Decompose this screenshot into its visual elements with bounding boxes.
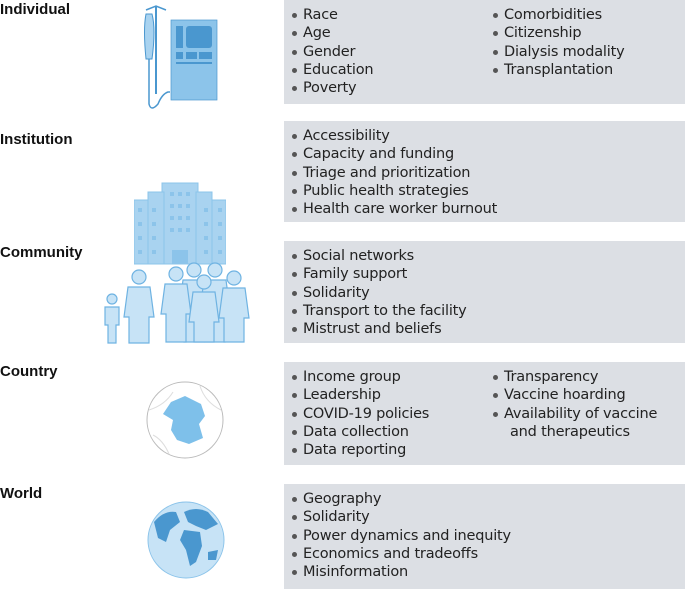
- level-label-world: World: [0, 485, 43, 502]
- factor-item: Poverty: [290, 79, 373, 97]
- level-label-country: Country: [0, 363, 58, 380]
- level-label-community: Community: [0, 244, 83, 261]
- factor-item: Family support: [290, 265, 467, 283]
- factor-item: Transplantation: [491, 61, 624, 79]
- factors-box-institution: [284, 121, 685, 222]
- factor-item: Capacity and funding: [290, 145, 497, 163]
- factor-item: Race: [290, 6, 373, 24]
- factor-item: Misinformation: [290, 563, 511, 581]
- factors-box-individual: [284, 0, 685, 104]
- factor-item: Economics and tradeoffs: [290, 545, 511, 563]
- factor-item: Geography: [290, 490, 511, 508]
- factor-item: Leadership: [290, 386, 429, 404]
- factor-item: Transport to the facility: [290, 302, 467, 320]
- factor-item: Gender: [290, 43, 373, 61]
- level-label-institution: Institution: [0, 131, 73, 148]
- factor-item: Triage and prioritization: [290, 164, 497, 182]
- factor-item: Health care worker burnout: [290, 200, 497, 218]
- factor-item: Transparency: [491, 368, 657, 386]
- factor-item: Solidarity: [290, 284, 467, 302]
- factor-item: Mistrust and beliefs: [290, 320, 467, 338]
- level-label-individual: Individual: [0, 1, 71, 18]
- factor-item: Vaccine hoarding: [491, 386, 657, 404]
- factor-item: Citizenship: [491, 24, 624, 42]
- factor-item: Solidarity: [290, 508, 511, 526]
- hospital-building-icon: [134, 182, 226, 266]
- factor-item: COVID-19 policies: [290, 405, 429, 423]
- globe-icon: [146, 500, 226, 580]
- factor-item: Data collection: [290, 423, 429, 441]
- factor-item: Availability of vaccine: [491, 405, 657, 423]
- factors-box-country: [284, 362, 685, 465]
- factor-item: Public health strategies: [290, 182, 497, 200]
- factor-item-continuation: and therapeutics: [510, 423, 630, 440]
- factors-box-world: [284, 484, 685, 589]
- factor-item: Data reporting: [290, 441, 429, 459]
- factors-box-community: [284, 241, 685, 343]
- people-group-icon: [100, 262, 256, 344]
- factor-item: Social networks: [290, 247, 467, 265]
- factor-item: Dialysis modality: [491, 43, 624, 61]
- factor-item: Income group: [290, 368, 429, 386]
- factor-item: Accessibility: [290, 127, 497, 145]
- factor-item: Age: [290, 24, 373, 42]
- factor-item: Education: [290, 61, 373, 79]
- factor-item: Comorbidities: [491, 6, 624, 24]
- dialysis-machine-icon: [134, 4, 224, 110]
- factor-item: Power dynamics and inequity: [290, 527, 511, 545]
- france-map-icon: [145, 380, 225, 460]
